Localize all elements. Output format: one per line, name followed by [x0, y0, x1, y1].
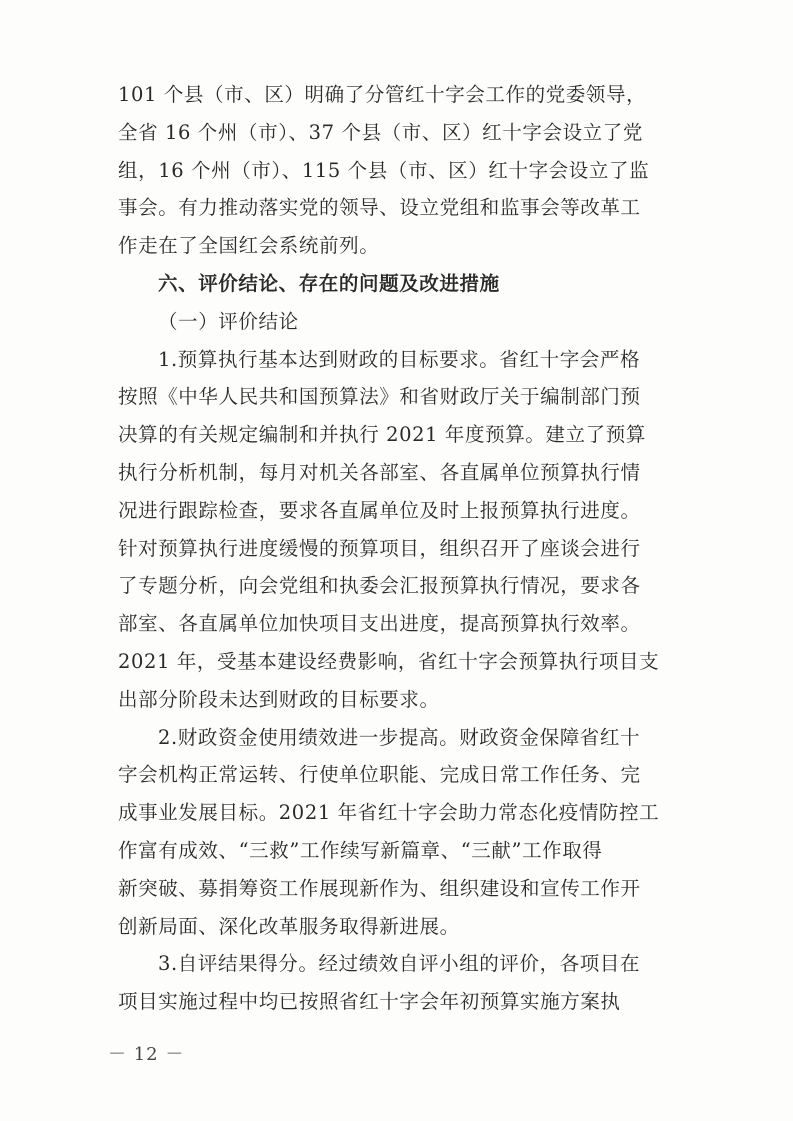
paragraph-2-line: 成事业发展目标。2021 年省红十字会助力常态化疫情防控工 [118, 801, 660, 825]
section-heading: 六、评价结论、存在的问题及改进措施 [158, 271, 500, 295]
paragraph-2-line: 字会机构正常运转、行使单位职能、完成日常工作任务、完 [118, 763, 641, 787]
paragraph-1-line: 针对预算执行进度缓慢的预算项目，组织召开了座谈会进行 [118, 536, 641, 560]
text-line: 全省 16 个州（市）、37 个县（市、区）红十字会设立了党 [118, 120, 643, 144]
paragraph-1-line: 部室、各直属单位加快项目支出进度，提高预算执行效率。 [118, 612, 641, 636]
paragraph-1-line: 了专题分析，向会党组和执委会汇报预算执行情况，要求各 [118, 574, 641, 598]
text-line: 作走在了全国红会系统前列。 [118, 234, 380, 258]
text-line: 101 个县（市、区）明确了分管红十字会工作的党委领导， [118, 83, 647, 106]
paragraph-3-line: 3.自评结果得分。经过绩效自评小组的评价，各项目在 [158, 952, 641, 976]
paragraph-2-line: 作富有成效、“三救”工作续写新篇章、“三献”工作取得 [118, 838, 603, 862]
page-number: － 12 － [108, 1044, 185, 1065]
paragraph-1-line: 2021 年，受基本建设经费影响，省红十字会预算执行项目支 [118, 649, 660, 673]
paragraph-1-line: 1.预算执行基本达到财政的目标要求。省红十字会严格 [158, 347, 641, 371]
text-line: 组，16 个州（市）、115 个县（市、区）红十字会设立了监 [118, 158, 650, 182]
text-line: 事会。有力推动落实党的领导、设立党组和监事会等改革工 [118, 196, 641, 220]
subsection-heading: （一）评价结论 [158, 309, 299, 333]
paragraph-1-line: 执行分析机制，每月对机关各部室、各直属单位预算执行情 [118, 460, 641, 484]
paragraph-1-line: 出部分阶段未达到财政的目标要求。 [118, 687, 440, 711]
document-body [118, 76, 678, 1021]
paragraph-2-line: 新突破、募捐筹资工作展现新作为、组织建设和宣传工作开 [118, 876, 641, 900]
paragraph-2-line: 2.财政资金使用绩效进一步提高。财政资金保障省红十 [158, 725, 641, 749]
paragraph-1-line: 况进行跟踪检查，要求各直属单位及时上报预算执行进度。 [118, 498, 641, 522]
paragraph-2-line: 创新局面、深化改革服务取得新进展。 [118, 914, 460, 938]
paragraph-3-line: 项目实施过程中均已按照省红十字会年初预算实施方案执 [118, 990, 621, 1014]
paragraph-1-line: 按照《中华人民共和国预算法》和省财政厅关于编制部门预 [118, 385, 641, 409]
paragraph-1-line: 决算的有关规定编制和并执行 2021 年度预算。建立了预算 [118, 423, 646, 447]
